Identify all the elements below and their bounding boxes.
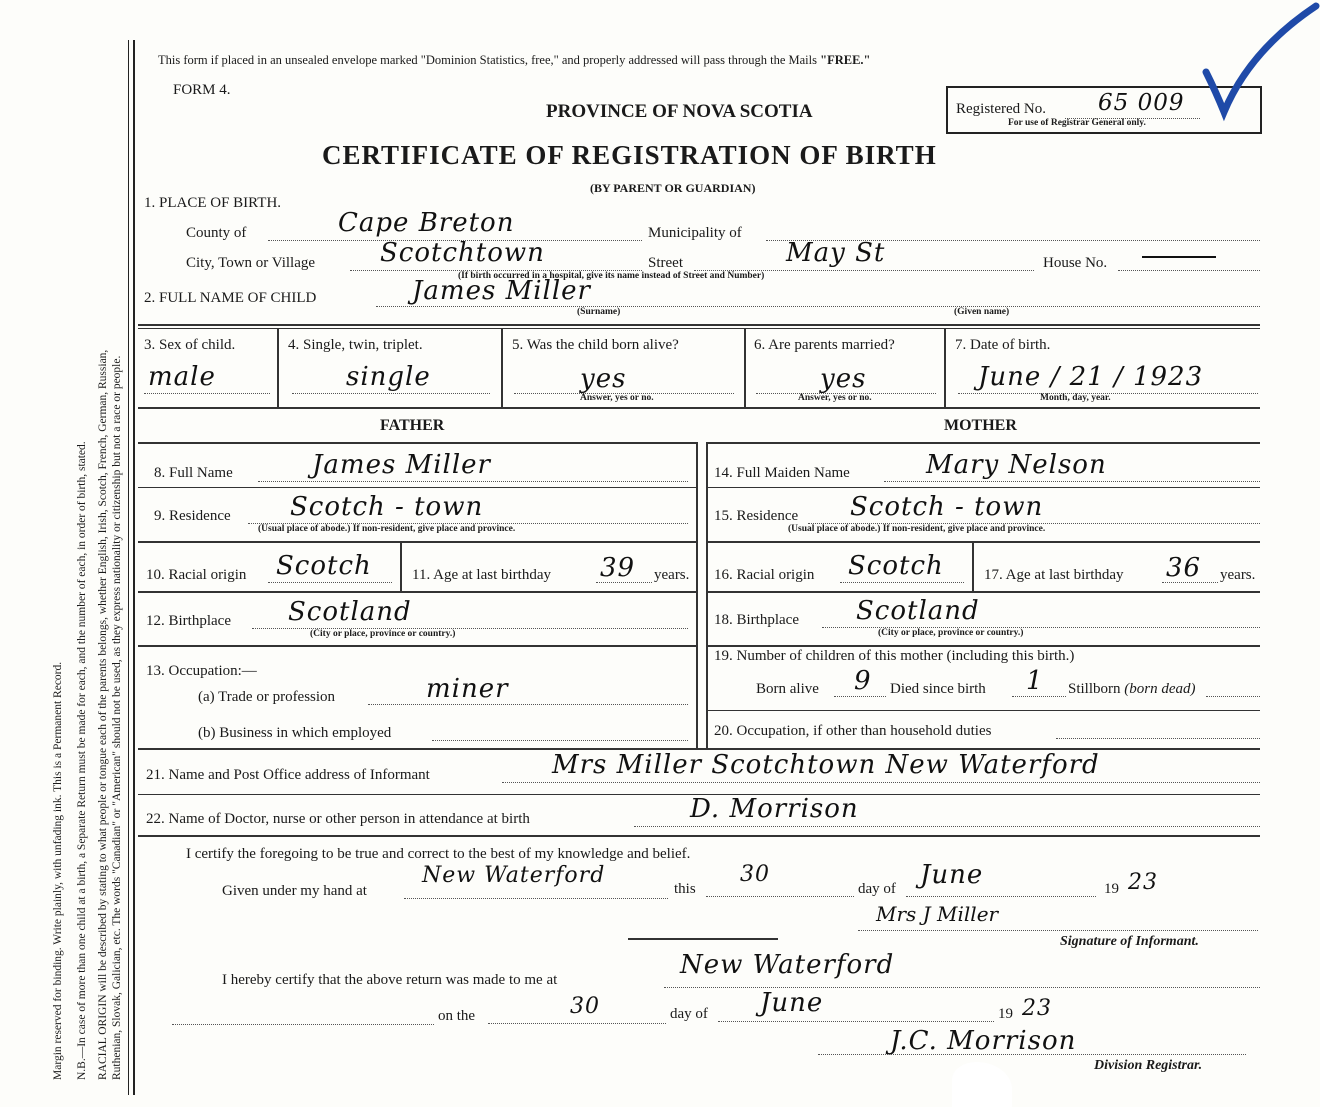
dob-note: Month, day, year. <box>1040 393 1111 403</box>
mother-name-line <box>884 481 1260 482</box>
return-year-prefix: 19 <box>998 1006 1013 1022</box>
born-alive-label: Born alive <box>756 681 819 697</box>
dob-label: 7. Date of birth. <box>955 337 1051 353</box>
rule-father-3 <box>138 591 696 593</box>
mother-occupation-label: 20. Occupation, if other than household duties <box>714 723 992 739</box>
father-racial-label: 10. Racial origin <box>146 567 247 583</box>
house-label: House No. <box>1043 255 1108 271</box>
mother-age-unit: years. <box>1220 567 1256 583</box>
informant-value: Mrs Miller Scotchtown New Waterford <box>552 750 1100 780</box>
registrar-label: Division Registrar. <box>1094 1058 1203 1073</box>
doctor-line <box>634 826 1260 827</box>
col-divider-3 <box>744 329 746 407</box>
mother-birthplace-label: 18. Birthplace <box>714 612 799 628</box>
stillborn-note: (born dead) <box>1124 681 1196 697</box>
mother-children-label: 19. Number of children of this mother (including this birth.) <box>714 648 1075 664</box>
father-heading: FATHER <box>380 417 445 434</box>
center-divider <box>696 442 698 748</box>
stillborn-line <box>1206 696 1260 697</box>
mother-residence-value: Scotch - town <box>850 492 1044 522</box>
father-name-label: 8. Full Name <box>154 465 233 481</box>
city-label: City, Town or Village <box>186 255 316 271</box>
father-business-line <box>432 740 688 741</box>
informant-label: 21. Name and Post Office address of Informant <box>146 767 430 783</box>
married-value: yes <box>820 364 867 394</box>
father-trade-value: miner <box>426 674 509 704</box>
return-year-value: 23 <box>1022 996 1052 1021</box>
province-heading: PROVINCE OF NOVA SCOTIA <box>546 101 813 122</box>
child-name-line <box>376 306 1260 307</box>
house-dash <box>1142 256 1216 258</box>
rule-parents-top <box>138 407 1260 409</box>
child-name-value: James Miller <box>412 276 591 306</box>
return-day-line <box>488 1023 666 1024</box>
father-age-value: 39 <box>600 553 636 583</box>
doctor-value: D. Morrison <box>690 794 859 824</box>
given-day-line <box>706 896 854 897</box>
born-alive-value: 9 <box>854 666 872 696</box>
mother-birthplace-note: (City or place, province or country.) <box>878 628 1024 638</box>
mother-name-label: 14. Full Maiden Name <box>714 465 850 481</box>
father-birthplace-label: 12. Birthplace <box>146 613 231 629</box>
rule-father-1 <box>138 487 696 488</box>
sex-line <box>144 393 270 394</box>
street-label: Street <box>648 255 683 271</box>
doctor-label: 22. Name of Doctor, nurse or other person in attendance at birth <box>146 811 530 827</box>
mail-free-text: "FREE." <box>820 53 871 67</box>
form-number: FORM 4. <box>173 82 231 98</box>
father-name-line <box>258 481 688 482</box>
sex-value: male <box>148 362 216 392</box>
mother-name-value: Mary Nelson <box>926 450 1107 480</box>
paper-tear <box>952 1062 1012 1107</box>
given-year-value: 23 <box>1128 870 1158 895</box>
rule-signature-short <box>628 938 778 940</box>
married-label: 6. Are parents married? <box>754 337 895 353</box>
return-place-value: New Waterford <box>680 950 895 980</box>
certificate-title: CERTIFICATE OF REGISTRATION OF BIRTH <box>322 140 937 170</box>
father-racial-line <box>268 582 392 583</box>
mother-age-divider <box>972 541 974 591</box>
side-note-1: Margin reserved for binding. Write plainly, with unfading ink. This is a Permanent Record. <box>52 661 64 1080</box>
died-line <box>1012 696 1066 697</box>
mother-residence-label: 15. Residence <box>714 508 799 524</box>
given-name-note: (Given name) <box>954 307 1010 317</box>
single-label: 4. Single, twin, triplet. <box>288 337 423 353</box>
father-trade-label: (a) Trade or profession <box>198 689 336 705</box>
single-line <box>292 393 490 394</box>
place-of-birth-heading: 1. PLACE OF BIRTH. <box>144 195 282 211</box>
given-day-value: 30 <box>740 862 770 887</box>
binding-margin-line-thick <box>133 40 135 1095</box>
signature-label: Signature of Informant. <box>1060 934 1199 949</box>
alive-note: Answer, yes or no. <box>580 393 654 403</box>
rule-mother-5 <box>706 710 1260 711</box>
father-birthplace-value: Scotland <box>288 597 412 627</box>
stillborn-text: Stillborn <box>1068 681 1121 697</box>
mother-racial-line <box>840 582 964 583</box>
mother-birthplace-value: Scotland <box>856 596 980 626</box>
alive-value: yes <box>580 364 627 394</box>
informant-signature-line <box>858 930 1258 931</box>
given-month-value: June <box>920 860 984 890</box>
return-month-value: June <box>760 988 824 1018</box>
side-note-2: N.B.—In case of more than one child at a birth, a Separate Return must be made for each, and the number of each, in order of birth, stated. <box>76 441 88 1080</box>
died-value: 1 <box>1026 666 1044 696</box>
father-business-label: (b) Business in which employed <box>198 725 392 741</box>
informant-line <box>502 782 1260 783</box>
surname-note: (Surname) <box>577 307 621 317</box>
mother-residence-note: (Usual place of abode.) If non-resident, give place and province. <box>788 524 1046 534</box>
this-label: this <box>674 881 696 897</box>
certificate-subtitle: (BY PARENT OR GUARDIAN) <box>590 181 756 195</box>
registered-value: 65 009 <box>1098 90 1185 116</box>
father-residence-note: (Usual place of abode.) If non-resident, give place and province. <box>258 524 516 534</box>
rule-father-heading <box>138 442 696 444</box>
given-month-line <box>906 896 1096 897</box>
hospital-note: (If birth occurred in a hospital, give its name instead of Street and Number) <box>458 271 765 281</box>
father-residence-value: Scotch - town <box>290 492 484 522</box>
mother-racial-label: 16. Racial origin <box>714 567 815 583</box>
col-divider-2 <box>501 329 503 407</box>
single-value: single <box>346 362 431 392</box>
father-residence-label: 9. Residence <box>154 508 231 524</box>
sex-label: 3. Sex of child. <box>144 337 236 353</box>
stillborn-label <box>1068 681 1196 698</box>
given-year-prefix: 19 <box>1104 881 1119 897</box>
col-divider-1 <box>277 329 279 407</box>
mail-notice-text: This form if placed in an unsealed envelope marked "Dominion Statistics, free," and properly addressed will pass through the Mails <box>158 53 821 67</box>
checkmark-icon <box>1190 0 1320 125</box>
given-place-line <box>404 898 668 899</box>
given-place-value: New Waterford <box>422 863 606 888</box>
rule-mother-2 <box>706 541 1260 543</box>
informant-signature: Mrs J Miller <box>876 902 999 926</box>
municipality-label: Municipality of <box>648 225 742 241</box>
father-age-label: 11. Age at last birthday <box>412 567 551 583</box>
registered-label: Registered No. <box>956 101 1046 117</box>
born-alive-line <box>834 696 886 697</box>
registrar-note: For use of Registrar General only. <box>1008 118 1146 128</box>
mail-notice <box>158 53 870 68</box>
father-age-unit: years. <box>654 567 690 583</box>
house-line <box>1118 270 1260 271</box>
father-trade-line <box>368 704 688 705</box>
mother-age-label: 17. Age at last birthday <box>984 567 1124 583</box>
registrar-signature: J.C. Morrison <box>890 1026 1077 1056</box>
mother-age-value: 36 <box>1166 553 1202 583</box>
mother-heading: MOTHER <box>944 417 1017 434</box>
father-name-value: James Miller <box>312 450 491 480</box>
binding-margin-line <box>128 40 129 1095</box>
mother-occupation-line <box>1056 738 1260 739</box>
alive-label: 5. Was the child born alive? <box>512 337 679 353</box>
married-note: Answer, yes or no. <box>798 393 872 403</box>
col-divider-4 <box>944 329 946 407</box>
return-month-line <box>718 1021 994 1022</box>
rule-father-4 <box>138 645 696 647</box>
rule-mother-4 <box>706 645 1260 647</box>
county-value: Cape Breton <box>338 208 515 238</box>
return-text: I hereby certify that the above return was made to me at <box>222 972 558 988</box>
father-age-divider <box>400 541 402 591</box>
city-value: Scotchtown <box>380 238 545 268</box>
rule-mother-3 <box>706 591 1260 593</box>
return-day-value: 30 <box>570 994 600 1019</box>
certify-text: I certify the foregoing to be true and correct to the best of my knowledge and belief. <box>186 846 691 862</box>
street-value: May St <box>786 238 886 268</box>
rule-father-2 <box>138 541 696 543</box>
county-label: County of <box>186 225 247 241</box>
rule-certify-top <box>138 835 1260 837</box>
father-birthplace-note: (City or place, province or country.) <box>310 629 456 639</box>
day-of-label: day of <box>858 881 896 897</box>
father-occupation-label: 13. Occupation:— <box>146 663 257 679</box>
dob-value: June / 21 / 1923 <box>978 362 1204 392</box>
mother-racial-value: Scotch <box>848 551 944 581</box>
father-racial-value: Scotch <box>276 551 372 581</box>
return-place-line <box>664 987 1260 988</box>
rule-mother-heading <box>706 442 1260 444</box>
rule-mother-1 <box>706 487 1260 488</box>
side-note-3: RACIAL ORIGIN will be described by stating to what people or tongue each of the parents belongs, whether English, Irish, Scotch, French, German, Russian, <box>97 349 109 1080</box>
registrar-signature-line <box>818 1054 1246 1055</box>
side-note-4: Ruthenian, Slovak, Galician, etc. The words "Canadian" or "American" should not be used, as they express nationality or citizenship but not a race or people. <box>111 355 123 1080</box>
died-label: Died since birth <box>890 681 986 697</box>
on-the-label: on the <box>438 1008 476 1024</box>
rule-top-row <box>138 324 1260 326</box>
rule-top-row-2 <box>138 328 1260 329</box>
day-of-label-2: day of <box>670 1006 708 1022</box>
child-name-label: 2. FULL NAME OF CHILD <box>144 290 317 306</box>
return-prefix-line <box>172 1024 434 1025</box>
given-label: Given under my hand at <box>222 883 367 899</box>
